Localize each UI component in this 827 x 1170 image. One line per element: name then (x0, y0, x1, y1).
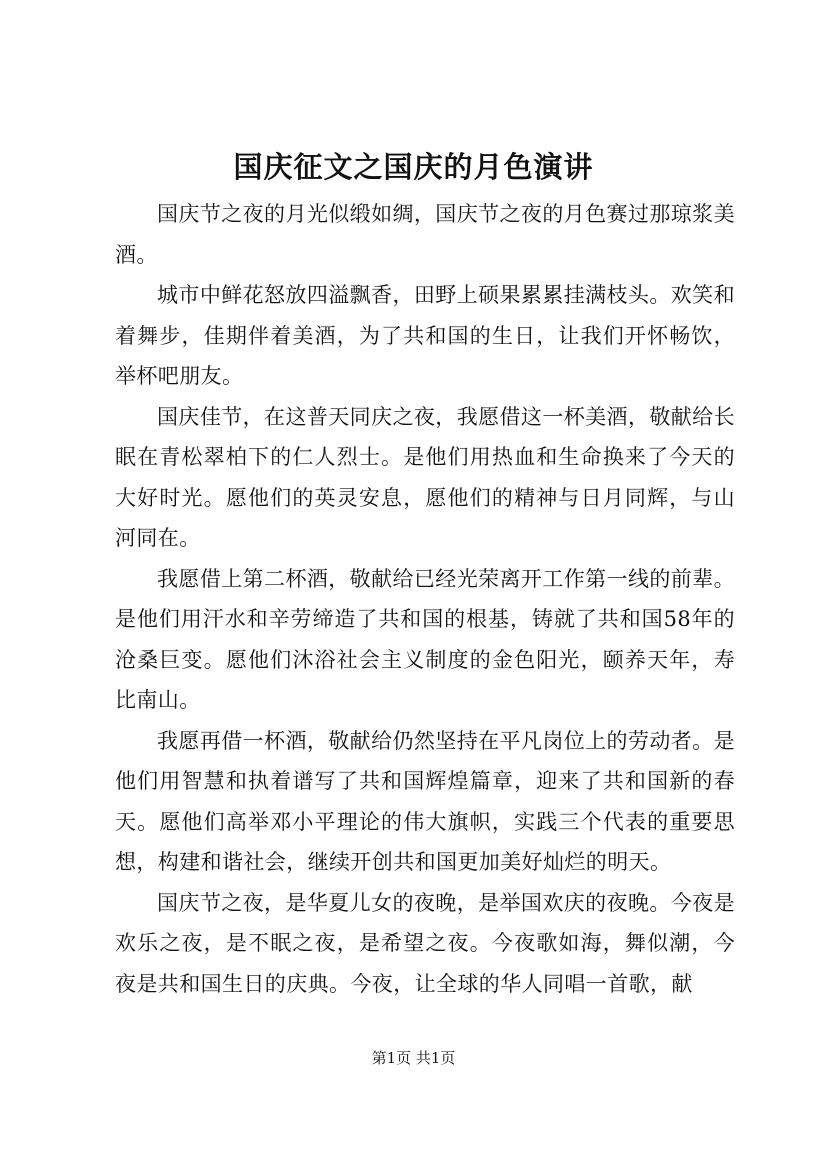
paragraph-4: 我愿借上第二杯酒，敬献给已经光荣离开工作第一线的前辈。是他们用汗水和辛劳缔造了共和国的根基，铸就了共和国58年的沧桑巨变。愿他们沐浴社会主义制度的金色阳光，颐养天年，寿比南山。 (115, 566, 735, 712)
paragraph-2: 城市中鲜花怒放四溢飘香，田野上硕果累累挂满枝头。欢笑和着舞步，佳期伴着美酒，为了共和国的生日，让我们开怀畅饮，举杯吧朋友。 (115, 283, 735, 388)
page-footer: 第1页 共1页 (371, 1049, 456, 1067)
paragraph-1: 国庆节之夜的月光似缎如绸，国庆节之夜的月色赛过那琼浆美酒。 (115, 202, 735, 267)
document-body (115, 194, 735, 1004)
paragraph-6: 国庆节之夜，是华夏儿女的夜晚，是举国欢庆的夜晚。今夜是欢乐之夜，是不眠之夜，是希望之夜。今夜歌如海，舞似潮，今夜是共和国生日的庆典。今夜，让全球的华人同唱一首歌，献 (115, 890, 735, 996)
paragraph-5: 我愿再借一杯酒，敬献给仍然坚持在平凡岗位上的劳动者。是他们用智慧和执着谱写了共和国辉煌篇章，迎来了共和国新的春天。愿他们高举邓小平理论的伟大旗帜，实践三个代表的重要思想，构建和谐社会，继续开创共和国更加美好灿烂的明天。 (115, 728, 735, 874)
paragraph-3: 国庆佳节，在这普天同庆之夜，我愿借这一杯美酒，敬献给长眠在青松翠柏下的仁人烈士。是他们用热血和生命换来了今天的大好时光。愿他们的英灵安息，愿他们的精神与日月同辉，与山河同在。 (115, 404, 735, 550)
document-title: 国庆征文之国庆的月色演讲 (233, 150, 594, 184)
